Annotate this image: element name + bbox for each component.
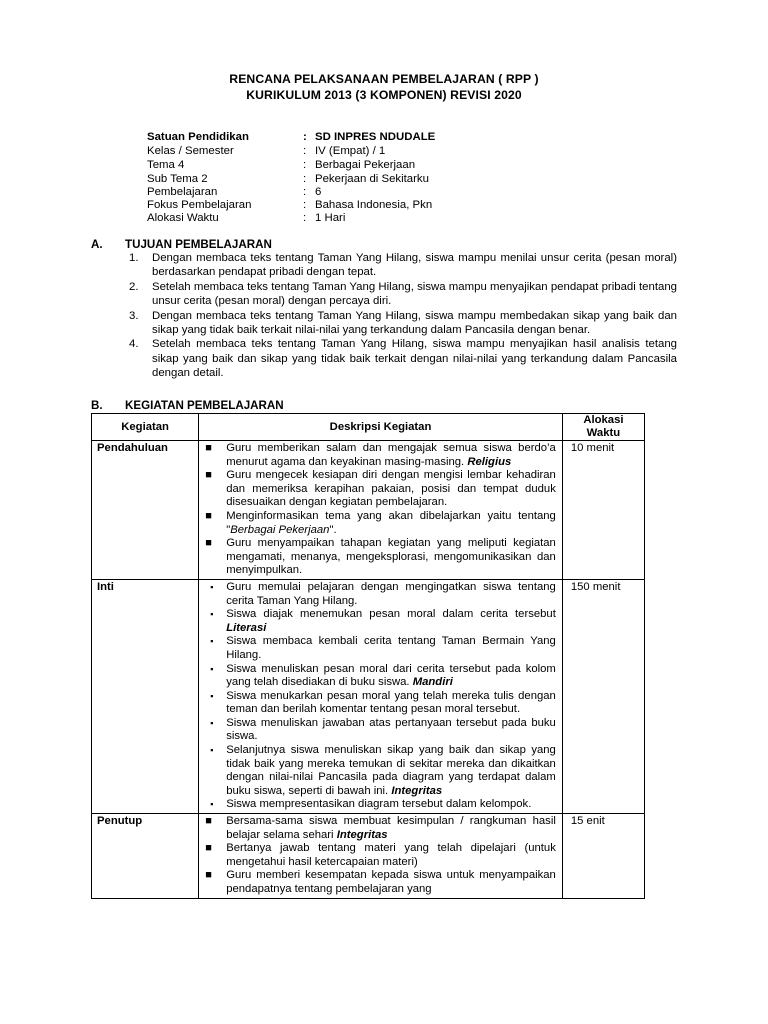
list-item — [199, 469, 556, 510]
small-bullet-icon: ▪ — [210, 609, 214, 620]
character-value: Literasi — [226, 621, 267, 634]
activity-list — [199, 441, 562, 579]
list-item — [199, 842, 556, 869]
identity-colon: : — [303, 159, 307, 171]
activity-text: Selanjutnya siswa menuliskan sikap yang baik dan sikap yang tidak baik yang mereka temukan di sekitar mereka dan dikaitkan dengan nilai-nilai Pancasila pada diagram yang terdapat dalam buku siswa, seperti di bawah ini. — [226, 744, 556, 797]
identity-value: 6 — [315, 186, 322, 198]
identity-colon: : — [303, 186, 307, 198]
square-bullet-icon: ■ — [205, 469, 212, 482]
goal-item — [129, 280, 677, 309]
phase-time: 150 menit — [562, 579, 644, 813]
document-title: RENCANA PELAKSANAAN PEMBELAJARAN ( RPP ) — [229, 72, 539, 86]
small-bullet-icon: ▪ — [210, 745, 214, 756]
list-item — [199, 798, 556, 812]
identity-value: Pekerjaan di Sekitarku — [315, 173, 429, 185]
activity-list — [199, 580, 562, 813]
identity-colon: : — [303, 212, 307, 224]
phase-description — [199, 814, 563, 899]
list-item — [199, 663, 556, 690]
identity-colon: : — [303, 145, 307, 157]
table-header-row — [92, 414, 645, 441]
list-item — [199, 608, 556, 635]
activity-text: ". — [329, 523, 337, 536]
character-value: Mandiri — [412, 676, 453, 689]
activity-text: Guru memberi kesempatan kepada siswa untuk menyampaikan pendapatnya tentang pembelajaran yang — [226, 869, 556, 895]
goals-list — [129, 251, 677, 381]
square-bullet-icon: ■ — [205, 869, 212, 882]
list-item — [199, 744, 556, 798]
small-bullet-icon: ▪ — [210, 663, 214, 674]
activity-text: Siswa menuliskan pesan moral dari cerita tersebut pada kolom yang telah disediakan di buku siswa. — [226, 662, 556, 689]
activity-text: Guru memberikan salam dan mengajak semua siswa berdo’a menurut agama dan keyakinan masing-masing. — [226, 442, 556, 468]
section-title: TUJUAN PEMBELAJARAN — [125, 238, 272, 251]
list-item — [199, 581, 556, 608]
activity-text: Guru mengecek kesiapan diri dengan mengisi lembar kehadiran dan memeriksa kerapihan pakaian, posisi dan tempat duduk disesuaikan dengan kegiatan pembelajaran. — [226, 469, 556, 509]
list-item — [199, 690, 556, 717]
character-value: Integritas — [336, 828, 388, 841]
activities-table — [91, 413, 645, 899]
goal-text: Setelah membaca teks tentang Taman Yang Hilang, siswa mampu menyajikan pendapat pribadi tentang unsur cerita (pesan moral) dengan percaya diri. — [152, 280, 677, 308]
identity-label: Tema 4 — [147, 159, 185, 171]
identity-value: SD INPRES NDUDALE — [315, 131, 436, 143]
phase-description — [199, 441, 563, 580]
theme-name: Berbagai Pekerjaan — [230, 523, 330, 536]
activity-text: Guru memulai pelajaran dengan mengingatkan siswa tentang cerita Taman Yang Hilang. — [226, 580, 556, 607]
square-bullet-icon: ■ — [205, 509, 212, 522]
identity-label: Alokasi Waktu — [147, 212, 219, 224]
square-bullet-icon: ■ — [205, 442, 212, 454]
goal-number: 1. — [129, 252, 139, 264]
table-row-inti — [92, 579, 645, 813]
phase-name: Pendahuluan — [92, 441, 199, 580]
section-title: KEGIATAN PEMBELAJARAN — [125, 399, 284, 412]
activity-text: Siswa membaca kembali cerita tentang Taman Bermain Yang Hilang. — [226, 635, 556, 661]
activity-list — [199, 814, 562, 898]
goal-number: 3. — [129, 309, 139, 322]
table-row-penutup — [92, 814, 645, 899]
small-bullet-icon: ▪ — [210, 581, 214, 592]
small-bullet-icon: ▪ — [210, 799, 214, 810]
identity-label: Pembelajaran — [147, 186, 218, 198]
identity-label: Sub Tema 2 — [147, 173, 208, 185]
square-bullet-icon: ■ — [205, 842, 212, 855]
section-letter: B. — [91, 399, 103, 412]
square-bullet-icon: ■ — [205, 815, 212, 828]
list-item — [199, 815, 556, 842]
phase-description — [199, 579, 563, 813]
goal-number: 2. — [129, 280, 139, 293]
goal-text: Dengan membaca teks tentang Taman Yang Hilang, siswa mampu menilai unsur cerita (pesan moral) berdasarkan pendapat pribadi dengan tepat. — [152, 252, 677, 279]
identity-label: Kelas / Semester — [147, 145, 234, 157]
phase-time: 15 enit — [562, 814, 644, 899]
goal-number: 4. — [129, 338, 139, 351]
list-item — [199, 869, 556, 896]
identity-colon: : — [303, 131, 307, 143]
header-kegiatan: Kegiatan — [92, 414, 199, 441]
list-item — [199, 442, 556, 469]
list-item — [199, 537, 556, 578]
header-alokasi — [562, 414, 644, 441]
goal-text: Dengan membaca teks tentang Taman Yang Hilang, siswa mampu membedakan sikap yang baik dan sikap yang tidak baik terkait nilai-nilai yang terkandung dalam Pancasila dengan benar. — [152, 309, 677, 337]
identity-value: Bahasa Indonesia, Pkn — [315, 199, 433, 211]
goal-text: Setelah membaca teks tentang Taman Yang Hilang, siswa mampu menyajikan hasil analisis tetang sikap yang baik dan sikap yang tidak baik terkait dengan nilai-nilai yang terkandung dalam Pancasila dengan detail. — [152, 338, 677, 380]
character-value: Integritas — [391, 784, 443, 797]
list-item — [199, 635, 556, 662]
goal-item — [129, 337, 677, 380]
document-subtitle: KURIKULUM 2013 (3 KOMPONEN) REVISI 2020 — [246, 88, 522, 102]
activity-text: Guru menyampaikan tahapan kegiatan yang meliputi kegiatan mengamati, menanya, mengeksplorasi, mengomunikasikan dan menyimpulkan. — [226, 537, 556, 577]
activity-text: Siswa diajak menemukan pesan moral dalam cerita tersebut — [226, 608, 556, 621]
activity-text: Bersama-sama siswa membuat kesimpulan / rangkuman hasil belajar selama sehari — [226, 815, 556, 841]
small-bullet-icon: ▪ — [210, 690, 214, 701]
header-alokasi-text: Alokasi Waktu — [583, 414, 624, 439]
activity-text: Bertanya jawab tentang materi yang telah dipelajari (untuk mengetahui hasil ketercapaian materi) — [226, 842, 556, 868]
square-bullet-icon: ■ — [205, 537, 212, 550]
identity-colon: : — [303, 173, 307, 185]
small-bullet-icon: ▪ — [210, 636, 214, 647]
phase-name: Inti — [92, 579, 199, 813]
identity-colon: : — [303, 199, 307, 211]
phase-name: Penutup — [92, 814, 199, 899]
section-letter: A. — [91, 238, 103, 251]
identity-label: Fokus Pembelajaran — [147, 199, 252, 211]
table-row-pendahuluan — [92, 441, 645, 580]
goal-item — [129, 309, 677, 338]
identity-value: 1 Hari — [315, 212, 346, 224]
character-value: Religius — [467, 455, 512, 468]
small-bullet-icon: ▪ — [210, 717, 214, 728]
activity-text: Siswa menukarkan pesan moral yang telah mereka tulis dengan teman dan berilah komentar tentang pesan moral tersebut. — [226, 689, 556, 716]
goal-item — [129, 251, 677, 280]
identity-value: Berbagai Pekerjaan — [315, 159, 416, 171]
identity-value: IV (Empat) / 1 — [315, 145, 386, 157]
phase-time: 10 menit — [562, 441, 644, 580]
list-item — [199, 717, 556, 744]
list-item — [199, 510, 556, 537]
activity-text: Menginformasikan tema yang akan dibelajarkan yaitu tentang " — [226, 509, 556, 536]
identity-label: Satuan Pendidikan — [147, 131, 249, 143]
header-deskripsi: Deskripsi Kegiatan — [199, 414, 563, 441]
activity-text: Siswa menuliskan jawaban atas pertanyaan tersebut pada buku siswa. — [226, 716, 556, 743]
activity-text: Siswa mempresentasikan diagram tersebut dalam kelompok. — [226, 798, 532, 811]
